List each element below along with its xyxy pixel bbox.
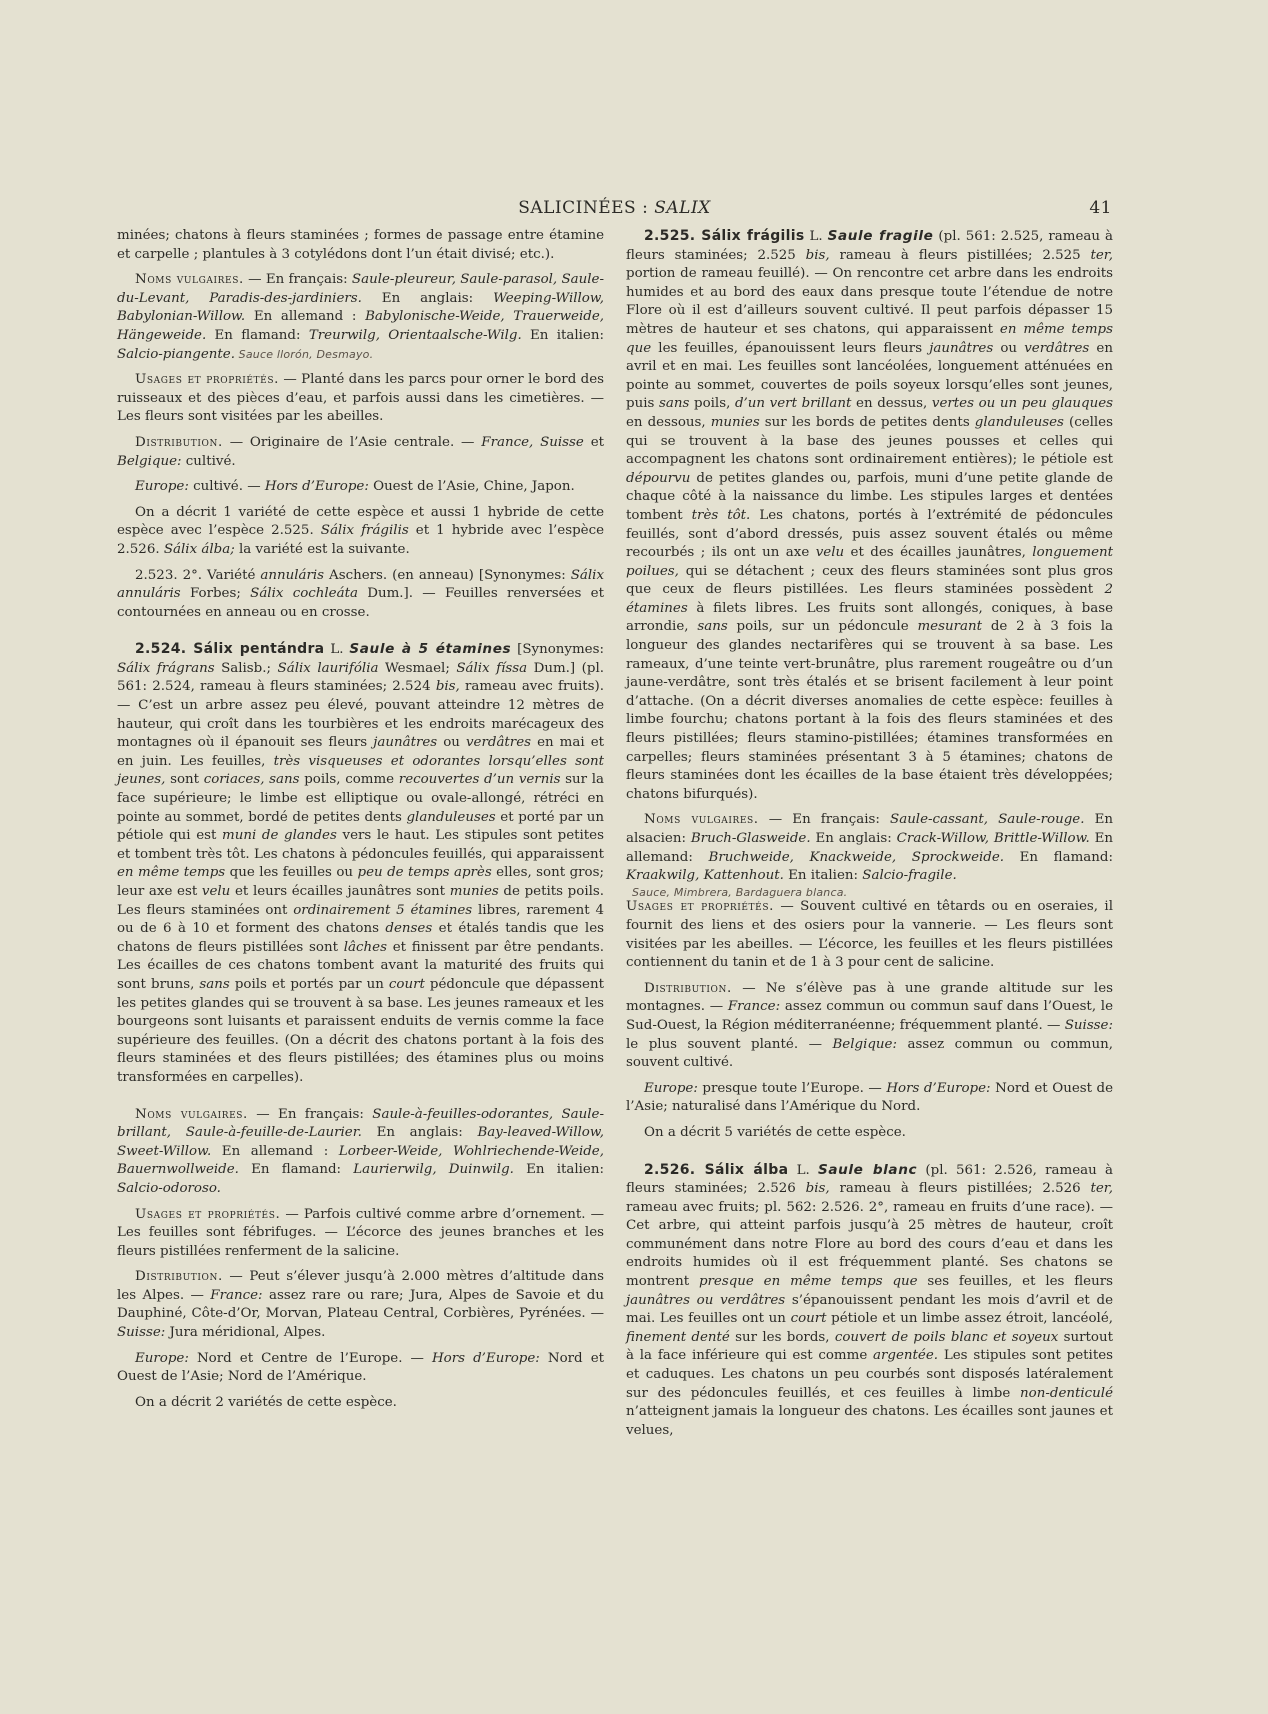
text-run: Dum.] (pl. 561: 2.524, rameau à fleurs staminées; 2.524 [117, 660, 604, 695]
text-run: à filets libres. Les fruits sont allongés, coniques, à base arrondie, [626, 600, 1113, 635]
text-run: Les chatons, portés à l’extrémité de pédoncules feuillés, sont d’abord dressés, puis assez souvent étalés ou même recourbés ; ils ont un axe [626, 507, 1113, 561]
italic-run: glanduleuses [406, 809, 496, 825]
text-run: — Souvent cultivé en têtards ou en oseraies, il fournit des liens et des osiers pour la vannerie. — Les fleurs sont visitées par les abeilles. — L’écorce, les feuilles et les fleurs pistillées contiennent du tanin et de 1 à 3 pour cent de salicine. [626, 899, 1113, 971]
italic-run: Europe: [135, 1350, 189, 1366]
italic-run: ter, [1090, 247, 1113, 263]
text-run: vers le haut. Les stipules sont petites et tombent très tôt. Les chatons à pédoncules feuillés, qui apparaissent [117, 828, 604, 862]
text-run: Dum.]. — Feuilles renversées et contournées en anneau ou en crosse. [117, 586, 604, 620]
text-run: elles, sont gros; leur axe est [117, 865, 604, 899]
section-label: Noms vulgaires. [135, 1106, 248, 1122]
italic-run: court [388, 976, 425, 992]
text-run: En alsacien: [626, 812, 1113, 846]
paragraph [626, 1124, 1113, 1143]
section-label: Distribution. [135, 1269, 223, 1285]
text-run: ses feuilles, et les fleurs [917, 1274, 1114, 1290]
text-run: et étalés tandis que les chatons de fleurs pistillées sont [117, 921, 604, 955]
italic-run: Kraakwilg, Kattenhout. [626, 868, 784, 884]
text-run: sur la face supérieure; le limbe est elliptique ou ovale-allongé, rétréci en pointe au sommet, bordé de petites dents [117, 772, 605, 825]
text-run: — En français: [247, 1106, 373, 1122]
species-name: 2.525. Sálix frágilis [644, 228, 805, 244]
italic-run: Bruch-Glasweide. [690, 831, 811, 846]
text-run: (pl. 561: 2.525, rameau à fleurs staminées; 2.525 [626, 229, 1113, 263]
text-run: Jura méridional, Alpes. [165, 1325, 326, 1341]
text-run: Wesmael; [378, 660, 457, 676]
text-run: et des écailles jaunâtres, [844, 545, 1033, 561]
italic-run: presque en même temps que [698, 1274, 918, 1290]
italic-run: Belgique: [117, 453, 182, 469]
paragraph [117, 371, 604, 427]
section-label: Noms vulgaires. [644, 812, 759, 828]
italic-run: bis, [805, 247, 830, 263]
italic-run: France: [727, 999, 781, 1015]
section-label: Distribution. [644, 980, 732, 996]
species-entry [117, 1106, 604, 1199]
italic-run: France: [210, 1287, 263, 1303]
species-name: 2.524. Sálix pentándra [135, 641, 325, 658]
running-header [117, 198, 1112, 224]
italic-run: sans [199, 976, 230, 992]
text-run: rameau avec fruits). — C’est un arbre assez peu élevé, pouvant atteindre 12 mètres de hauteur, qui croît dans les tourbières et les endroits marécageux des montagnes où il épanouit ses fleurs [117, 679, 604, 751]
text-run: En italien: [521, 327, 604, 343]
text-run: et porté par un pétiole qui est [117, 809, 604, 844]
text-run: En flamand: [238, 1162, 354, 1178]
paragraph [117, 1206, 604, 1262]
italic-run: Hors d’Europe: [886, 1080, 991, 1096]
italic-run: Salcio-piangente. [117, 346, 235, 362]
text-run: sont [165, 772, 204, 788]
paragraph [117, 227, 604, 264]
text-run: En flamand: [206, 327, 309, 343]
paragraph [117, 567, 604, 623]
italic-run: Sálix annuláris [117, 567, 605, 602]
text-run: En anglais: [361, 290, 494, 306]
text-run: — Planté dans les parcs pour orner le bord des ruisseaux et des pièces d’eau, et parfois aussi dans les cimetières. — Les fleurs sont visitées par les abeilles. [117, 372, 605, 425]
text-run: En anglais: [361, 1125, 478, 1141]
text-run: [Synonymes: [511, 642, 604, 658]
text-run: — En français: [758, 812, 891, 828]
text-run: — Ne s’élève pas à une grande altitude sur les montagnes. — [626, 980, 1113, 1015]
italic-run: finement denté [626, 1329, 730, 1345]
text-run: que les feuilles ou [225, 865, 358, 881]
paragraph [117, 434, 604, 471]
italic-run: recouvertes d’un vernis [398, 772, 561, 788]
italic-run: verdâtres [1024, 340, 1090, 356]
italic-run: Sálix cochleáta [250, 586, 358, 602]
left-column [117, 227, 604, 1412]
section-label: Usages et propriétés. [626, 899, 774, 915]
italic-run: France, Suisse [481, 434, 584, 450]
text-run: et [583, 434, 604, 450]
family-name: SALICINÉES [518, 198, 637, 218]
text-run: Nord et Ouest de l’Asie; Nord de l’Amérique. [117, 1350, 605, 1385]
text-run: rameau à fleurs pistillées; 2.525 [829, 247, 1091, 263]
italic-run: Bruchweide, Knackweide, Sprockweide. [708, 849, 1005, 865]
text-run: Forbes; [180, 586, 251, 602]
text-run: pédoncule que dépassent les petites glandes qui se trouvent à sa base. Les jeunes rameaux et les bourgeons sont luisants et paraissent enduits de vernis comme la face supérieure des feuilles. (On a décrit des chatons portant à la fois des fleurs staminées et des fleurs pistillées; des étamines plus ou moins transformées en carpelles). [117, 976, 604, 1085]
text-run: Ouest de l’Asie, Chine, Japon. [368, 479, 575, 495]
text-run: et finissent par être pendants. Les écailles de ces chatons tombent avant la maturité des fruits qui sont bruns, [117, 939, 604, 992]
italic-run: d’un vert brillant [734, 396, 852, 412]
text-run: en dessus, [851, 396, 932, 412]
italic-run: Europe: [135, 479, 189, 495]
text-run: s’épanouissent pendant les mois d’avril et de mai. Les feuilles ont un [626, 1292, 1113, 1327]
italic-run: 2 étamines [626, 582, 1113, 616]
text-run: pétiole et un limbe assez étroit, lancéolé, [826, 1311, 1113, 1327]
text-run: L. [324, 642, 350, 658]
species-entry [626, 1161, 1113, 1441]
paragraph [626, 898, 1113, 972]
section-label: Distribution. [135, 434, 223, 450]
italic-run: jaunâtres [373, 735, 438, 751]
italic-run: Sálix laurifólia [277, 660, 379, 676]
text-run: Salisb.; [214, 660, 278, 676]
italic-run: lâches [343, 939, 387, 955]
italic-run: Belgique: [832, 1036, 897, 1052]
italic-run: Weeping-Willow, Babylonian-Willow. [117, 290, 604, 325]
italic-run: dépourvu [626, 470, 691, 486]
italic-run: Hors d’Europe: [264, 479, 369, 495]
italic-run: annuláris [260, 567, 325, 583]
text-run: assez commun ou commun, souvent cultivé. [626, 1036, 1113, 1071]
italic-run: peu de temps après [357, 865, 492, 881]
italic-run: bis, [435, 679, 460, 695]
species-name: 2.526. Sálix álba [644, 1161, 789, 1178]
italic-run: jaunâtres ou verdâtres [626, 1292, 786, 1308]
italic-run: Suisse: [117, 1325, 166, 1341]
italic-run: non-denticulé [1020, 1385, 1113, 1401]
italic-run: Hors d’Europe: [432, 1350, 540, 1366]
italic-run: Suisse: [1064, 1017, 1113, 1033]
text-run: portion de rameau feuillé). — On rencontre cet arbre dans les endroits humides et au bord des eaux dans presque toute l’étendue de notre Flore où il est d’ailleurs souvent cultivé. Il peut parfois dépasser 15 mètres de hauteur et ses chatons, qui apparaissent [626, 266, 1113, 337]
text-run: poils, [689, 396, 735, 412]
text-run: n’atteignent jamais la longueur des chatons. Les écailles sont jaunes et velues, [626, 1404, 1113, 1438]
text-run: et leurs écailles jaunâtres sont [230, 884, 450, 899]
text-run: sur les bords, [729, 1329, 835, 1345]
italic-run: Lorbeer-Weide, Wohlriechende-Weide, Bauernwollweide. [117, 1143, 604, 1178]
text-run: cultivé. [181, 453, 236, 469]
text-run: Les stipules sont petites et caduques. Les chatons un peu courbés sont disposés latéralement sur des pédoncules feuillés, et ces feuilles à limbe [626, 1348, 1113, 1401]
text-run: en mai et en juin. Les feuilles, [117, 735, 605, 769]
handwritten-note: Sauce, Mimbrera, Bardaguera blanca. [632, 885, 848, 899]
italic-run: mesurant [917, 619, 982, 635]
italic-run: longuement poilues, [626, 545, 1113, 579]
paragraph [117, 504, 604, 560]
italic-run: velu [201, 884, 231, 899]
text-run: (pl. 561: 2.526, rameau à fleurs staminées; 2.526 [626, 1162, 1113, 1197]
text-run: (celles qui se trouvent à la base des jeunes pousses et celles qui accompagnent les chatons sont ordinairement entières); le pétiole est [626, 414, 1113, 468]
common-name: Saule fragile [827, 228, 934, 244]
text-run: poils, comme [299, 772, 399, 788]
paragraph [117, 1394, 604, 1413]
text-run: la variété est la suivante. [234, 541, 410, 557]
text-run: en dessous, [626, 414, 711, 430]
text-run: poils et portés par un [229, 976, 389, 992]
text-run: En allemand: [626, 831, 1113, 865]
paragraph [626, 980, 1113, 1073]
italic-run: jaunâtres [929, 340, 994, 356]
italic-run: Laurierwilg, Duinwilg. [353, 1162, 514, 1178]
paragraph [626, 811, 1113, 885]
italic-run: ordinairement 5 étamines [293, 902, 473, 918]
italic-run: glanduleuses [974, 414, 1064, 430]
text-run: ou [437, 735, 466, 751]
italic-run: Sálix frágrans [117, 660, 215, 676]
text-run: — Originaire de l’Asie centrale. — [222, 434, 482, 450]
italic-run: Babylonische-Weide, Trauerweide, Hängeweide. [117, 309, 604, 343]
common-name: Saule blanc [817, 1161, 918, 1178]
section-label: Usages et propriétés. [135, 1206, 281, 1222]
text-run: le plus souvent planté. — [626, 1036, 833, 1052]
italic-run: Saule-pleureur, Saule-parasol, Saule-du-Levant, Paradis-des-jardiniers. [117, 272, 604, 306]
italic-run: Sálix físsa [456, 660, 528, 676]
paragraph [117, 271, 604, 364]
italic-run: bis, [805, 1181, 830, 1197]
text-run: surtout à la face inférieure qui est comme [626, 1329, 1113, 1364]
right-column [626, 227, 1113, 1440]
italic-run: sans [659, 396, 690, 412]
paragraph [117, 1350, 604, 1387]
italic-run: Saule-cassant, Saule-rouge. [890, 812, 1085, 828]
text-run: — Peut s’élever jusqu’à 2.000 mètres d’altitude dans les Alpes. — [117, 1269, 604, 1303]
italic-run: Bay-leaved-Willow, Sweet-Willow. [117, 1125, 604, 1159]
paragraph [117, 1268, 604, 1342]
running-title [117, 198, 1112, 218]
text-run: poils, sur un pédoncule [727, 619, 918, 635]
italic-run: très tôt. [691, 507, 751, 523]
text-run: assez commun ou commun sauf dans l’Ouest, le Sud-Ouest, la Région méditerranéenne; fréquemment planté. — [626, 999, 1114, 1033]
italic-run: Europe: [644, 1080, 698, 1096]
text-run: Aschers. (en anneau) [Synonymes: [324, 567, 571, 583]
italic-run: denses [385, 921, 433, 937]
italic-run: très visqueuses et odorantes lorsqu’elles sont jeunes, [117, 753, 605, 788]
paragraph [626, 1080, 1113, 1117]
text-run: rameau à fleurs pistillées; 2.526 [829, 1181, 1091, 1197]
text-run: Nord et Ouest de l’Asie; naturalisé dans l’Amérique du Nord. [626, 1080, 1114, 1115]
italic-run: Salcio-odoroso. [117, 1180, 221, 1196]
text-run: On a décrit 5 variétés de cette espèce. [644, 1124, 906, 1140]
italic-run: munies [449, 884, 499, 899]
text-run: assez rare ou rare; Jura, Alpes de Savoie et du Dauphiné, Côte-d’Or, Morvan, Plateau Central, Corbières, Pyrénées. — [117, 1287, 604, 1322]
text-run: presque toute l’Europe. — [697, 1080, 887, 1096]
paragraph [117, 478, 604, 497]
italic-run: munies [710, 414, 760, 430]
italic-run: velu [815, 545, 845, 561]
text-run: minées; chatons à fleurs staminées ; formes de passage entre étamine et carpelle ; plantules à 3 cotylédons dont l’un était divisé; etc.). [117, 228, 604, 262]
text-run: qui se détachent ; ceux des fleurs staminées sont plus gros que ceux de fleurs pistillées. Les fleurs staminées possèdent [626, 563, 1113, 598]
text-run: les feuilles, épanouissent leurs fleurs [651, 340, 930, 356]
text-run: En anglais: [810, 831, 897, 846]
text-run: En flamand: [1004, 849, 1113, 865]
text-run: de 2 à 3 fois la longueur des glandes nectarifères qui se trouvent à sa base. Les rameaux, d’une teinte vert-brunâtre, plus rarement rougeâtre ou d’un jaune-verdâtre, sont très étalés et se brisent facilement à leur point d’attache. (On a décrit diverses anomalies de cette espèce: feuilles à limbe fourchu; chatons portant à la fois des fleurs staminées et des fleurs pistillées; fleurs stamino-pistillées; étamines transformées en carpelles; fleurs staminées présentant 3 à 5 étamines; chatons de fleurs staminées dont les écailles de la base étaient très développées; chatons bifurqués). [626, 619, 1114, 802]
italic-run: en même temps [117, 865, 226, 881]
text-run: L. [788, 1162, 818, 1178]
section-label: Usages et propriétés. [135, 372, 279, 388]
text-run: — En français: [243, 272, 352, 288]
title-separator: : [636, 198, 655, 218]
italic-run: muni de glandes [222, 828, 337, 844]
italic-run: verdâtres [465, 735, 532, 751]
genus-name: SALIX [654, 198, 711, 218]
page-number: 41 [1089, 198, 1112, 218]
text-run: On a décrit 2 variétés de cette espèce. [135, 1394, 397, 1410]
italic-run: Sálix álba; [163, 541, 235, 557]
text-run: En italien: [513, 1162, 604, 1178]
section-label: Noms vulgaires. [135, 272, 244, 288]
italic-run: couvert de poils blanc et soyeux [834, 1329, 1059, 1345]
italic-run: ter, [1090, 1181, 1113, 1197]
species-entry [117, 640, 604, 1087]
text-run: En allemand : [211, 1143, 339, 1159]
italic-run: vertes ou un peu glauques [931, 396, 1114, 412]
text-run: Nord et Centre de l’Europe. — [188, 1350, 432, 1366]
handwritten-note: Sauce llorón, Desmayo. [234, 347, 374, 361]
italic-run: Salcio-fragile. [862, 868, 957, 884]
italic-run: Sálix frágilis [320, 523, 409, 539]
text-run: En allemand : [245, 309, 366, 325]
text-run: L. [804, 229, 828, 244]
text-run: et 1 hybride avec l’espèce 2.526. [117, 523, 605, 557]
common-name: Saule à 5 étamines [349, 641, 512, 658]
text-run: — Parfois cultivé comme arbre d’ornement. — Les feuilles sont fébrifuges. — L’écorce des jeunes branches et les fleurs pistillées renferment de la salicine. [117, 1206, 604, 1259]
text-run: On a décrit 1 variété de cette espèce et aussi 1 hybride de cette espèce avec l’espèce 2.525. [117, 504, 604, 539]
italic-run: en même temps que [626, 321, 1113, 356]
italic-run: coriaces, sans [203, 772, 300, 788]
text-run: rameau avec fruits; pl. 562: 2.526. 2°, rameau en fruits d’une race). — Cet arbre, qui atteint parfois jusqu’à 25 mètres de hauteur, croît communément dans notre Flore au bord des cours d’eau et dans les endroits humides où il est fréquemment planté. Ses chatons se montrent [626, 1199, 1113, 1290]
italic-run: Saule-à-feuilles-odorantes, Saule-brillant, Saule-à-feuille-de-Laurier. [117, 1106, 604, 1141]
paragraph [626, 227, 1113, 804]
text-run: en avril et en mai. Les feuilles sont lancéolées, longuement atténuées en pointe au sommet, couvertes de poils soyeux lorsqu’elles sont jeunes, puis [626, 340, 1113, 412]
italic-run: Treurwilg, Orientaalsche-Wilg. [308, 327, 522, 343]
italic-run: sans [697, 619, 728, 635]
text-run: de petites glandes ou, parfois, muni d’une petite glande de chaque côté à la naissance du limbe. Les stipules larges et dentées tombent [626, 470, 1113, 523]
text-run: En italien: [783, 868, 863, 884]
text-run: de petits poils. Les fleurs staminées ont [117, 884, 605, 918]
text-run: libres, rarement 4 ou de 6 à 10 et forment des chatons [117, 902, 604, 937]
italic-run: argentée. [873, 1348, 939, 1364]
text-run: 2.523. 2°. Variété [135, 567, 261, 583]
text-run: sur les bords de petites dents [759, 414, 975, 430]
italic-run: Crack-Willow, Brittle-Willow. [896, 831, 1090, 846]
text-run: ou [993, 340, 1025, 356]
text-run: cultivé. — [188, 479, 265, 495]
italic-run: court [790, 1311, 827, 1327]
